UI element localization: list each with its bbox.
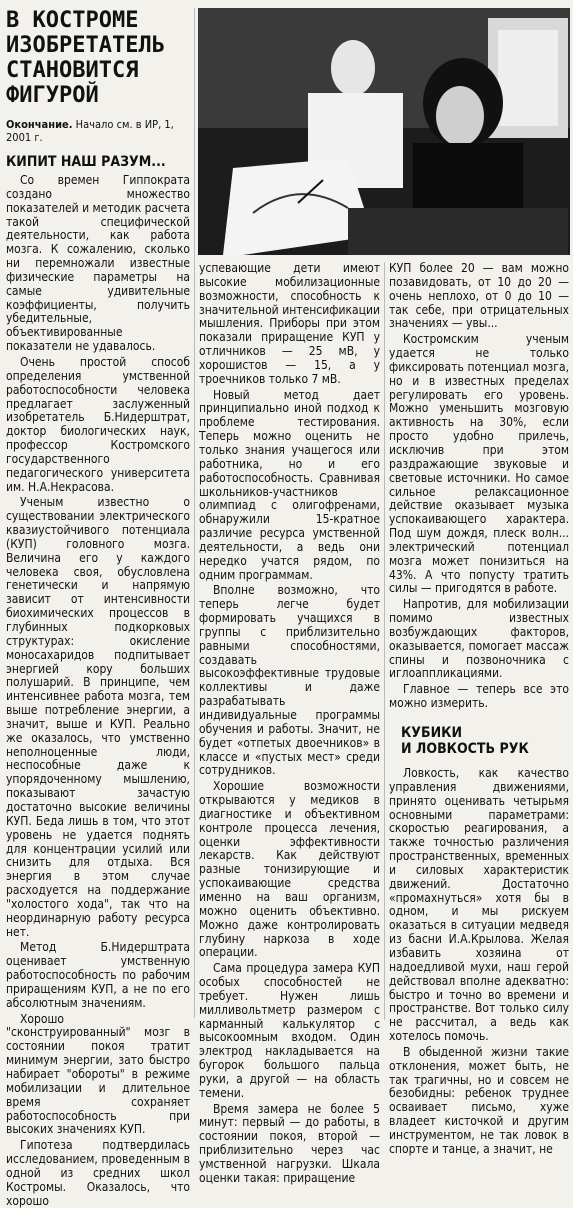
paragraph: Гипотеза подтвердилась исследованием, проведенным в одной из средних школ Костромы. Оказалось, что хорошо bbox=[6, 1138, 190, 1208]
paragraph: Костромским ученым удается не только фиксировать потенциал мозга, но и в известных пределах регулировать его уровень. Можно уменьшить мозговую активность на 30%, если просто удобно прилечь, исключив при этом раздражающие звуковые и световые источники. Но самое сильное релаксационное действие оказывает музыка успокаивающего характера. Под шум дождя, плеск волн... электрический потенциал мозга может понизиться на 43%. А что попусту тратить силы — пригодятся в работе. bbox=[389, 332, 569, 596]
paragraph: Главное — теперь все это можно измерить. bbox=[389, 682, 569, 711]
paragraph: Метод Б.Нидерштрата оценивает умственную работоспособность по рабочим приращениям КУП, а не по его абсолютным значениям. bbox=[6, 940, 190, 1010]
article-body-col3b bbox=[389, 767, 569, 1157]
paragraph: успевающие дети имеют высокие мобилизационные возможности, способность к значительной интенсификации мышления. Приборы при этом показали приращение КУП у отличников — 25 мВ, у хорошистов — 15, а у троечников только 7 мВ. bbox=[199, 261, 380, 386]
paragraph: Новый метод дает принципиально иной подход к проблеме тестирования. Теперь можно оценить не только знания учащегося или работника, но и его работоспособность. Сравнивая школьников-участников олимпиад с олигофренами, обнаружили 15-кратное различие ресурса умственной деятельности, а ведь они нередко учатся рядом, по одним программам. bbox=[199, 387, 380, 582]
paragraph: Сама процедура замера КУП особых способностей не требует. Нужен лишь милливольтметр размером с карманный калькулятор с высокоомным входом. Один электрод накладывается на бугорок большого пальца руки, а другой — на область темени. bbox=[199, 961, 380, 1100]
paragraph: Хорошо "сконструированный" мозг в состоянии покоя тратит минимум энергии, зато быстро набирает "обороты" в режиме мобилизации и длительное время сохраняет работоспособность при высоких значениях КУП. bbox=[6, 1011, 190, 1137]
section-heading-2 bbox=[401, 725, 569, 757]
paragraph: В обыденной жизни такие отклонения, может быть, не так трагичны, но и совсем не безобидны: ребенок труднее осваивает письмо, хуже владеет кисточкой и другим инструментом, не так ловок в спорте и танце, а значит, не bbox=[389, 1044, 569, 1156]
paragraph: Очень простой способ определения умственной работоспособности человека предлагает заслуженный изобретатель Б.Нидерштрат, доктор биологических наук, профессор Костромского государственного педагогического университета им. Н.А.Некрасова. bbox=[6, 354, 190, 494]
byline bbox=[6, 118, 190, 144]
headline bbox=[6, 8, 190, 108]
section-heading-1: КИПИТ НАШ РАЗУМ... bbox=[6, 154, 166, 170]
column-divider bbox=[384, 262, 385, 1020]
section-heading-line: КУБИКИ bbox=[401, 725, 462, 741]
paragraph: Ловкость, как качество управления движениями, принято оценивать четырьмя основными параметрами: скоростью реагирования, а также точностью различения пространственных, временных и силовых характеристик движений. Достаточно «промахнуться» хотя бы в одном, и мы рискуем оказаться в ситуации медведя из басни И.А.Крылова. Желая избавить хозяина от надоедливой мухи, наш герой действовал вполне адекватно: быстро и точно во времени и пространстве. Вот только силу не рассчитал, а ведь как хотелось помочь. bbox=[389, 766, 569, 1044]
headline-line: ИЗОБРЕТАТЕЛЬ bbox=[6, 33, 165, 58]
paragraph: Время замера не более 5 минут: первый — до работы, в состоянии покоя, второй — приблизительно через час умственной нагрузки. Шкала оценки такая: приращение bbox=[199, 1101, 380, 1185]
paragraph: Хорошие возможности открываются у медиков в диагностике и объективном контроле процесса лечения, оценки эффективности лекарств. Как действуют разные тонизирующие и успокаивающие средства именно на ваш организм, можно оценить объективно. Можно даже контролировать глубину наркоза в ходе операции. bbox=[199, 779, 380, 960]
column-left bbox=[6, 8, 190, 1208]
headline-line: СТАНОВИТСЯ bbox=[6, 58, 139, 83]
paragraph: Со времен Гиппократа создано множество показателей и методик расчета такой специфической деятельности, как работа мозга. К сожалению, сколько ни перемножали известные физические параметры на самые удивительные коэффициенты, получить убедительные, объективированные показатели не удавалось. bbox=[6, 173, 190, 354]
article-body-col1 bbox=[6, 174, 190, 1208]
article-body-col2 bbox=[199, 262, 380, 1186]
column-right bbox=[389, 261, 569, 1156]
paragraph: Напротив, для мобилизации помимо известных возбуждающих факторов, оказывается, помогает массаж спины и позвоночника с иглоаппликациями. bbox=[389, 597, 569, 681]
column-divider bbox=[194, 8, 195, 1018]
paragraph: Вполне возможно, что теперь легче будет формировать учащихся в группы с приблизительно равными способностями, создавать высокоэффективные трудовые коллективы и даже разрабатывать индивидуальные программы обучения и работы. Значит, не будет «отпетых двоечников» в классе и «пустых мест» среди сотрудников. bbox=[199, 583, 380, 778]
paragraph: Ученым известно о существовании электрического квазиустойчивого потенциала (КУП) головного мозга. Величина его у каждого человека своя, обусловлена генетически и напрямую зависит от интенсивности биохимических процессов в глубинных подкорковых структурах: окисление моносахаридов подпитывает энергией кору больших полушарий. В принципе, чем интенсивнее работа мозга, тем выше потребление энергии, а значит, выше и КУП. Реально же оказалось, что умственно неполноценные люди, неспособные даже к упорядоченному мышлению, показывают зачастую достаточно высокие величины КУП. Беда лишь в том, что этот уровень не удается поднять для концентрации усилий или снизить для отдыха. Вся энергия в этом случае расходуется на поддержание "холостого хода", так что на неординарную работу ресурса нет. bbox=[6, 495, 190, 939]
headline-line: ФИГУРОЙ bbox=[6, 83, 99, 108]
article-photo bbox=[198, 8, 570, 255]
byline-text: Начало см. в ИР, 1, 2001 г. bbox=[6, 118, 174, 144]
headline-line: В КОСТРОМЕ bbox=[6, 8, 139, 33]
paragraph: КУП более 20 — вам можно позавидовать, от 10 до 20 — очень неплохо, от 0 до 10 — так себе, при отрицательных значениях — увы... bbox=[389, 261, 569, 331]
byline-bold: Окончание. bbox=[6, 118, 73, 131]
column-middle bbox=[199, 261, 380, 1185]
section-heading-line: И ЛОВКОСТЬ РУК bbox=[401, 741, 529, 757]
article-body-col3 bbox=[389, 262, 569, 711]
